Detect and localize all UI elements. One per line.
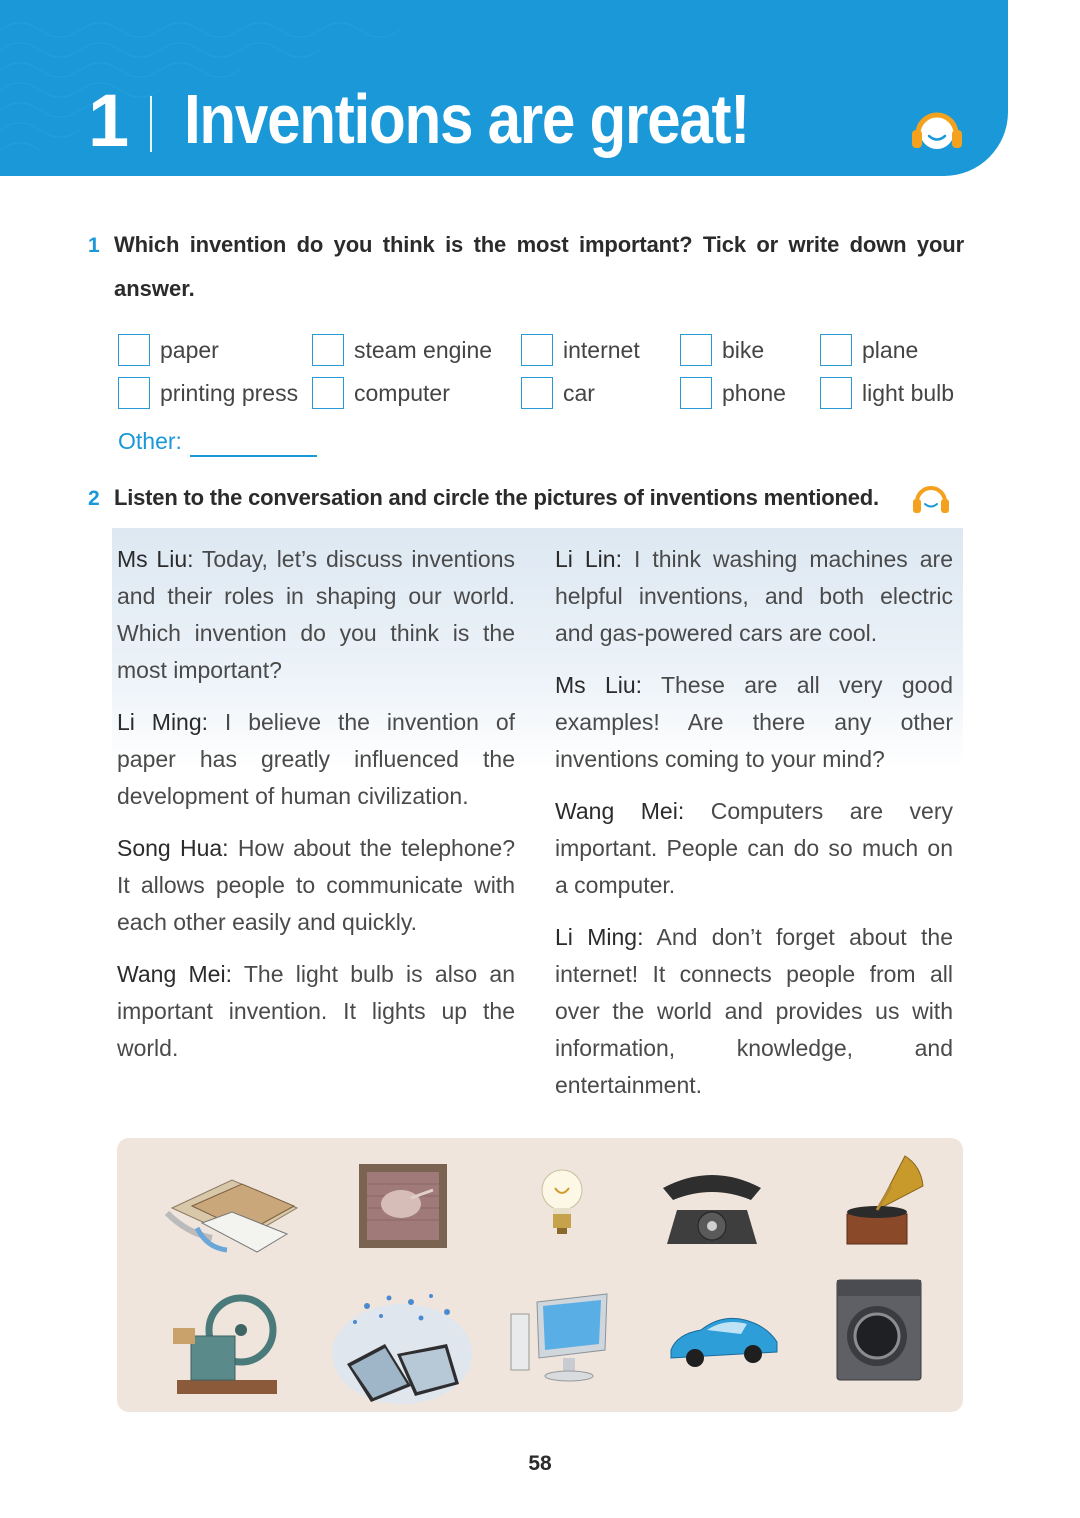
checkbox[interactable] <box>820 377 852 409</box>
unit-divider <box>150 96 152 152</box>
dialogue-line <box>117 541 515 689</box>
speaker-name: Ms Liu: <box>117 546 194 572</box>
other-answer-line[interactable] <box>190 455 317 457</box>
question-1-number: 1 <box>88 234 100 257</box>
speech-text: I believe the invention of paper has greatly influenced the development of human civilization. <box>117 709 515 809</box>
option-computer[interactable] <box>312 375 450 411</box>
headphones-icon[interactable] <box>910 106 964 154</box>
speaker-name: Li Ming: <box>555 924 644 950</box>
checkbox[interactable] <box>118 334 150 366</box>
speaker-name: Ms Liu: <box>555 672 643 698</box>
option-label: bike <box>722 336 765 363</box>
option-car[interactable] <box>521 375 595 411</box>
option-light-bulb[interactable] <box>820 375 954 411</box>
option-label: phone <box>722 379 786 406</box>
option-phone[interactable] <box>680 375 786 411</box>
dialogue-line <box>117 830 515 941</box>
speaker-name: Wang Mei: <box>555 798 685 824</box>
dialogue-line <box>555 667 953 778</box>
question-1-text-cont: answer. <box>114 276 195 301</box>
option-steam-engine[interactable] <box>312 332 492 368</box>
speaker-name: Li Ming: <box>117 709 209 735</box>
speech-text: I think washing machines are helpful inventions, and both electric and gas-powered cars are cool. <box>555 546 953 646</box>
option-label: paper <box>160 336 219 363</box>
washing-machine-picture[interactable] <box>835 1278 923 1382</box>
dialogue-left-column <box>117 541 515 1082</box>
pictures-panel <box>117 1138 963 1412</box>
speech-text: Today, let’s discuss inventions and their roles in shaping our world. Which invention do you think is the most important? <box>117 546 515 683</box>
car-picture[interactable] <box>667 1310 781 1370</box>
internet-devices-picture[interactable] <box>327 1284 477 1408</box>
question-1-text: Which invention do you think is the most important? Tick or write down your <box>114 232 964 257</box>
speech-text: And don’t forget about the internet! It connects people from all over the world and provides us with information, knowledge, and entertainment. <box>555 924 953 1098</box>
option-printing-press[interactable] <box>118 375 298 411</box>
dialogue-line <box>555 541 953 652</box>
speaker-name: Li Lin: <box>555 546 622 572</box>
unit-number: 1 <box>88 79 128 162</box>
telephone-picture[interactable] <box>657 1168 767 1248</box>
question-2-text: Listen to the conversation and circle the pictures of inventions mentioned. <box>114 485 879 510</box>
option-internet[interactable] <box>521 332 640 368</box>
unit-header-banner <box>0 0 1008 176</box>
checkbox[interactable] <box>521 334 553 366</box>
option-plane[interactable] <box>820 332 918 368</box>
checkbox[interactable] <box>312 377 344 409</box>
dialogue-line <box>555 919 953 1104</box>
dialogue-line <box>117 704 515 815</box>
unit-title: Inventions are great! <box>184 80 750 158</box>
option-label: car <box>563 379 595 406</box>
page-number: 58 <box>528 1452 552 1475</box>
speech-text: The light bulb is also an important invention. It lights up the world. <box>117 961 516 1061</box>
computer-picture[interactable] <box>509 1292 613 1384</box>
headphones-icon[interactable] <box>912 482 950 516</box>
checkbox[interactable] <box>680 334 712 366</box>
paper-books-picture[interactable] <box>162 1168 302 1258</box>
checkbox[interactable] <box>118 377 150 409</box>
option-bike[interactable] <box>680 332 764 368</box>
option-label: light bulb <box>862 379 955 406</box>
speaker-name: Wang Mei: <box>117 961 232 987</box>
other-label: Other: <box>118 428 182 454</box>
speech-text: How about the telephone? It allows people to communicate with each other easily and quickly. <box>117 835 515 935</box>
checkbox[interactable] <box>680 377 712 409</box>
dialogue-line <box>555 793 953 904</box>
gramophone-picture[interactable] <box>839 1148 925 1250</box>
option-label: computer <box>354 379 450 406</box>
option-label: printing press <box>160 379 299 406</box>
speaker-name: Song Hua: <box>117 835 229 861</box>
option-label: steam engine <box>354 336 493 363</box>
light-bulb-picture[interactable] <box>537 1166 587 1238</box>
checkbox[interactable] <box>820 334 852 366</box>
steam-engine-picture[interactable] <box>169 1288 281 1400</box>
checkbox[interactable] <box>521 377 553 409</box>
option-label: internet <box>563 336 640 363</box>
speech-text: Computers are very important. People can do so much on a computer. <box>555 798 953 898</box>
printing-block-picture[interactable] <box>355 1160 451 1252</box>
option-paper[interactable] <box>118 332 219 368</box>
dialogue-right-column <box>555 541 953 1119</box>
option-label: plane <box>862 336 919 363</box>
dialogue-line <box>117 956 515 1067</box>
speech-text: These are all very good examples! Are there any other inventions coming to your mind? <box>555 672 953 772</box>
checkbox[interactable] <box>312 334 344 366</box>
question-2-number: 2 <box>88 487 100 510</box>
